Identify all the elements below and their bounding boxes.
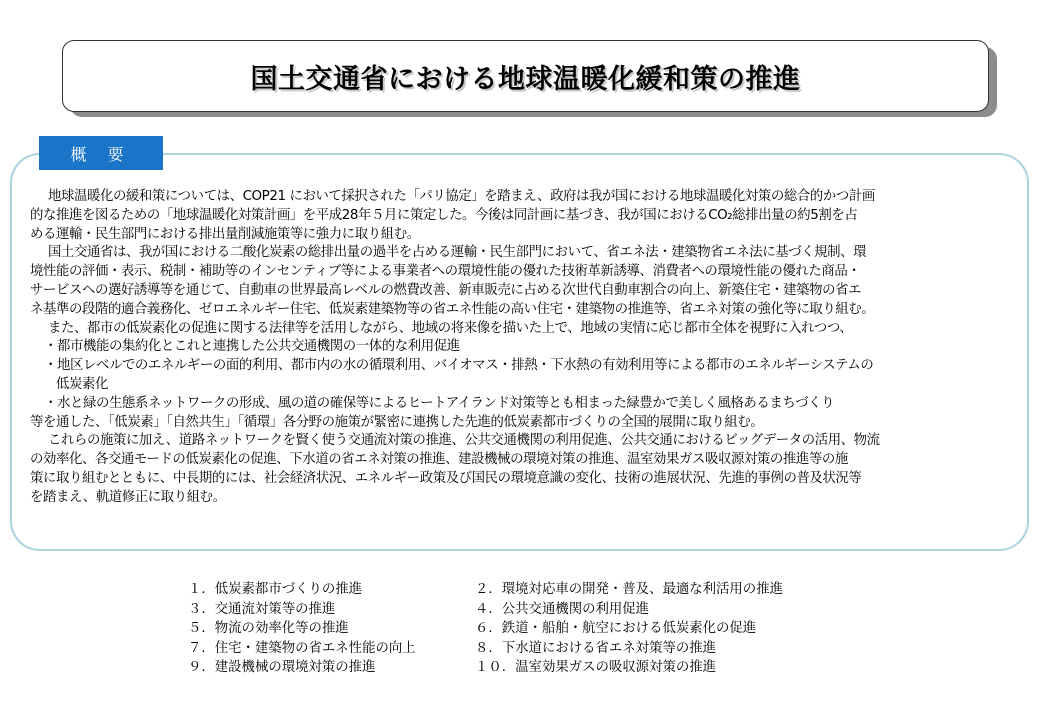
body-line-bullet: ・水と緑の生態系ネットワークの形成、風の道の確保等によるヒートアイランド対策等とも相まった緑豊かで美しく風格あるまちづくり — [44, 395, 835, 411]
body-line-bullet: ・都市機能の集約化とこれと連携した公共交通機関の一体的な利用促進 — [44, 339, 460, 355]
overview-tag: 概 要 — [39, 136, 163, 170]
body-line: ネ基準の段階的適合義務化、ゼロエネルギー住宅、低炭素建築物等の省エネ性能の高い住宅・建築物の推進等、省エネ対策の強化等に取り組む。 — [30, 301, 875, 317]
measure-item: ２．環境対応車の開発・普及、最適な利活用の推進 — [475, 582, 783, 597]
body-line: 低炭素化 — [56, 376, 108, 392]
body-line: 境性能の評価・表示、税制・補助等のインセンティブ等による事業者への環境性能の優れた技術革新誘導、消費者への環境性能の優れた商品・ — [30, 264, 861, 280]
body-line: 等を通した、「低炭素」「自然共生」「循環」各分野の施策が緊密に連携した先進的低炭素都市づくりの全国的展開に取り組む。 — [30, 414, 764, 430]
body-line: また、都市の低炭素化の促進に関する法律等を活用しながら、地域の将来像を描いた上で、地域の実情に応じ都市全体を視野に入れつつ、 — [48, 320, 853, 336]
measure-item: ４．公共交通機関の利用促進 — [475, 601, 650, 617]
body-line: 地球温暖化の緩和策については、COP21 において採択された「パリ協定」を踏まえ、政府は我が国における地球温暖化対策の総合的かつ計画 — [48, 189, 875, 204]
overview-text — [30, 188, 1020, 508]
measure-item: ７．住宅・建築物の省エネ性能の向上 — [188, 640, 416, 656]
body-line: を踏まえ、軌道修正に取り組む。 — [30, 489, 226, 505]
body-line: の効率化、各交通モードの低炭素化の促進、下水道の省エネ対策の推進、建設機械の環境対策の推進、温室効果ガス吸収源対策の推進等の施 — [30, 452, 848, 468]
body-line: 策に取り組むとともに、中長期的には、社会経済状況、エネルギー政策及び国民の環境意識の変化、技術の進展状況、先進的事例の普及状況等 — [30, 470, 862, 486]
measure-item: １．低炭素都市づくりの推進 — [188, 582, 363, 597]
body-line: 国土交通省は、我が国における二酸化炭素の総排出量の過半を占める運輸・民生部門において、省エネ法・建築物省エネ法に基づく規制、環 — [48, 245, 867, 261]
measures-list-left — [188, 580, 416, 678]
measure-item: ８．下水道における省エネ対策等の推進 — [475, 640, 717, 656]
title-box — [62, 40, 989, 112]
body-line-bullet: ・地区レベルでのエネルギーの面的利用、都市内の水の循環利用、バイオマス・排熱・下水熱の有効利用等による都市のエネルギーシステムの — [44, 358, 874, 374]
measure-item: ５．物流の効率化等の推進 — [188, 621, 349, 636]
body-line: 的な推進を図るための「地球温暖化対策計画」を平成28年５月に策定した。今後は同計画に基づき、我が国におけるCO₂総排出量の約5割を占 — [30, 207, 858, 223]
measure-item: １０．温室効果ガスの吸収源対策の推進 — [475, 660, 717, 675]
measure-item: ９．建設機械の環境対策の推進 — [188, 660, 376, 675]
body-line: これらの施策に加え、道路ネットワークを賢く使う交通流対策の推進、公共交通機関の利用促進、公共交通におけるビッグデータの活用、物流 — [48, 433, 880, 449]
page-title: 国土交通省における地球温暖化緩和策の推進 — [250, 63, 801, 95]
measures-list-right — [475, 580, 783, 678]
measure-item: ３．交通流対策等の推進 — [188, 601, 336, 617]
body-line: サービスへの選好誘導等を通じて、自動車の世界最高レベルの燃費改善、新車販売に占める次世代自動車割合の向上、新築住宅・建築物の省エ — [30, 282, 862, 298]
body-line: める運輸・民生部門における排出量削減施策等に強力に取り組む。 — [30, 226, 420, 242]
measure-item: ６．鉄道・船舶・航空における低炭素化の促進 — [475, 621, 757, 636]
